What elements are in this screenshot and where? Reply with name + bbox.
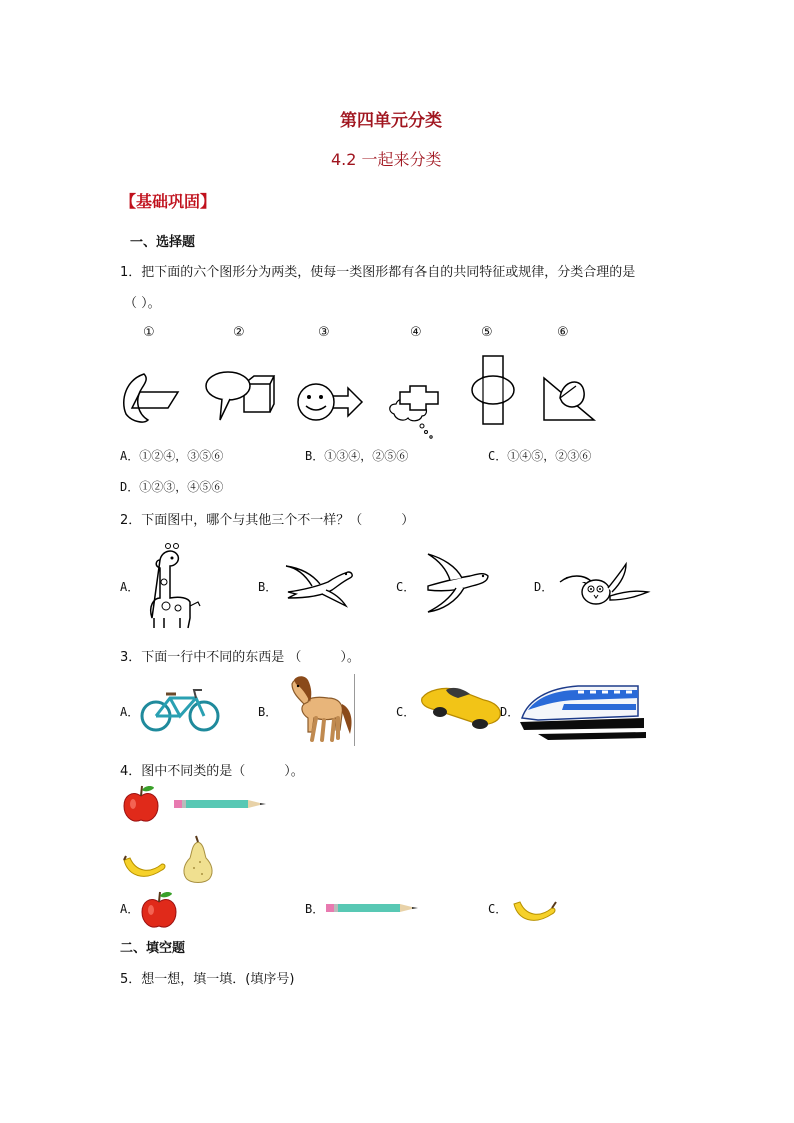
image-divider <box>354 674 355 746</box>
ellipse-rectangle-figure-icon <box>470 354 516 426</box>
apple-icon <box>122 784 160 824</box>
q3-option-a[interactable]: A． <box>120 705 140 719</box>
giraffe-icon <box>140 540 204 632</box>
page-title: 第四单元分类 <box>340 111 442 131</box>
q1-option-d[interactable]: D．①②③，④⑤⑥ <box>120 480 224 494</box>
apple-option-icon <box>140 890 178 930</box>
banana-icon <box>122 848 168 884</box>
q1-option-b[interactable]: B．①③④，②⑤⑥ <box>305 449 409 463</box>
owl-bird-icon <box>556 560 650 610</box>
q2-option-c[interactable]: C． <box>396 580 416 594</box>
q2-option-a[interactable]: A． <box>120 580 140 594</box>
cloud-cross-figure-icon <box>386 382 446 440</box>
q5-stem: 5．想一想，填一填．(填序号) <box>120 972 295 987</box>
section-label: 【基础巩固】 <box>120 192 217 211</box>
q3-option-c[interactable]: C． <box>396 705 416 719</box>
q1-option-a[interactable]: A．①②④，③⑤⑥ <box>120 449 224 463</box>
q3-stem: 3．下面一行中不同的东西是 （ ）。 <box>120 650 360 665</box>
page-subtitle: 4.2 一起来分类 <box>331 150 442 169</box>
q2-stem: 2．下面图中，哪个与其他三个不一样？（ ） <box>120 513 415 528</box>
figure-number-4: ④ <box>410 325 422 340</box>
q4-option-c[interactable]: C． <box>488 902 508 916</box>
car-icon <box>418 680 504 732</box>
triangle-circle-figure-icon <box>540 372 598 424</box>
smiley-arrow-figure-icon <box>296 380 364 424</box>
q1-stem-line1: 1．把下面的六个图形分为两类，使每一类图形都有各自的共同特征或规律，分类合理的是 <box>120 265 636 280</box>
bird-icon <box>282 556 356 608</box>
q2-option-b[interactable]: B． <box>258 580 278 594</box>
pencil-icon <box>174 798 268 810</box>
q4-option-a[interactable]: A． <box>120 902 140 916</box>
q1-stem-line2: （ ）。 <box>124 296 161 311</box>
pencil-option-icon <box>326 902 420 914</box>
swallow-icon <box>420 552 492 614</box>
part2-heading: 二、填空题 <box>120 941 186 956</box>
crescent-parallelogram-figure-icon <box>116 370 182 426</box>
part1-heading: 一、选择题 <box>130 235 196 250</box>
figure-number-2: ② <box>233 325 245 340</box>
q2-option-d[interactable]: D． <box>534 580 554 594</box>
figure-number-6: ⑥ <box>557 325 569 340</box>
figure-number-1: ① <box>143 325 155 340</box>
speech-bubble-cube-figure-icon <box>204 370 274 426</box>
figure-number-3: ③ <box>318 325 330 340</box>
q1-option-c[interactable]: C．①④⑤，②③⑥ <box>488 449 592 463</box>
q3-option-b[interactable]: B． <box>258 705 278 719</box>
q4-stem: 4．图中不同类的是（ ）。 <box>120 764 304 779</box>
q3-option-d[interactable]: D． <box>500 705 520 719</box>
train-icon <box>518 680 648 742</box>
banana-option-icon <box>512 892 558 928</box>
horse-icon <box>276 674 358 746</box>
pear-icon <box>180 836 216 886</box>
bicycle-icon <box>140 686 220 734</box>
figure-number-5: ⑤ <box>481 325 493 340</box>
q4-option-b[interactable]: B． <box>305 902 325 916</box>
